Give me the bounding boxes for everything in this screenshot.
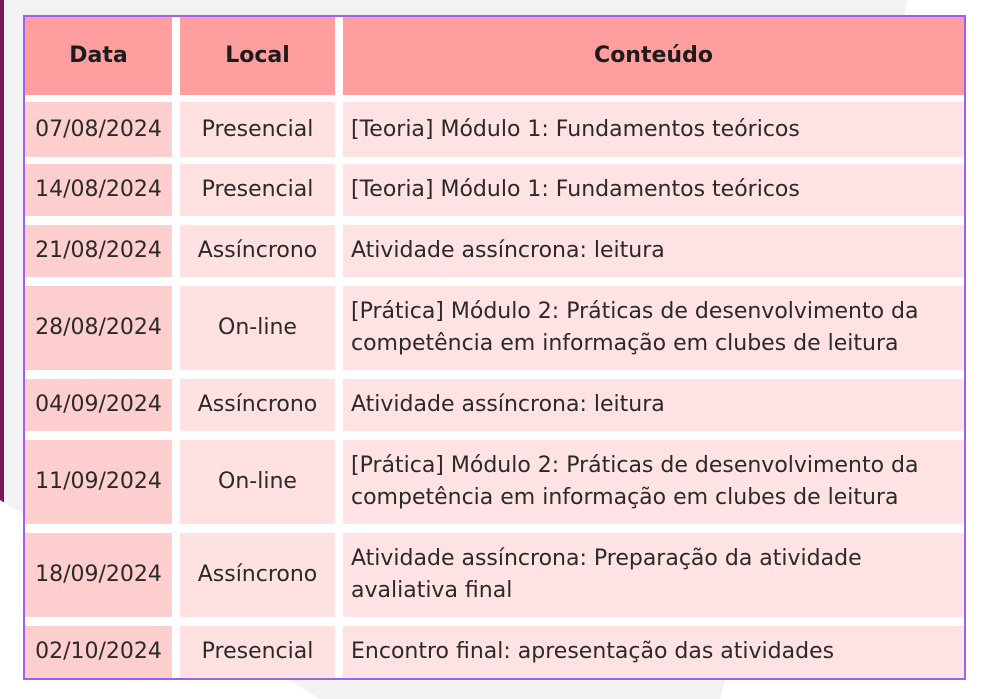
row-6-date: 11/09/2024 — [25, 440, 172, 524]
row-5-date: 04/09/2024 — [25, 379, 172, 431]
row-4-date: 28/08/2024 — [25, 286, 172, 370]
schedule-table — [25, 17, 964, 678]
row-7-local: Assíncrono — [180, 533, 335, 617]
row-2-date: 14/08/2024 — [25, 164, 172, 216]
row-1-content: [Teoria] Módulo 1: Fundamentos teóricos — [343, 102, 964, 157]
row-8-date: 02/10/2024 — [25, 626, 172, 678]
row-8-content: Encontro final: apresentação das atividades — [343, 626, 964, 678]
row-3-content: Atividade assíncrona: leitura — [343, 225, 964, 277]
row-4-content: [Prática] Módulo 2: Práticas de desenvolvimento da competência em informação em clubes de leitura — [343, 286, 964, 370]
row-7-content: Atividade assíncrona: Preparação da atividade avaliativa final — [343, 533, 964, 617]
schedule-table-frame — [23, 15, 966, 680]
row-5-local: Assíncrono — [180, 379, 335, 431]
header-content: Conteúdo — [343, 17, 964, 95]
row-3-date: 21/08/2024 — [25, 225, 172, 277]
row-3-local: Assíncrono — [180, 225, 335, 277]
row-4-local: On-line — [180, 286, 335, 370]
row-7-date: 18/09/2024 — [25, 533, 172, 617]
row-6-content: [Prática] Módulo 2: Práticas de desenvolvimento da competência em informação em clubes de leitura — [343, 440, 964, 524]
row-1-date: 07/08/2024 — [25, 102, 172, 157]
row-2-local: Presencial — [180, 164, 335, 216]
row-1-local: Presencial — [180, 102, 335, 157]
row-5-content: Atividade assíncrona: leitura — [343, 379, 964, 431]
row-6-local: On-line — [180, 440, 335, 524]
header-date: Data — [25, 17, 172, 95]
row-2-content: [Teoria] Módulo 1: Fundamentos teóricos — [343, 164, 964, 216]
row-8-local: Presencial — [180, 626, 335, 678]
header-local: Local — [180, 17, 335, 95]
